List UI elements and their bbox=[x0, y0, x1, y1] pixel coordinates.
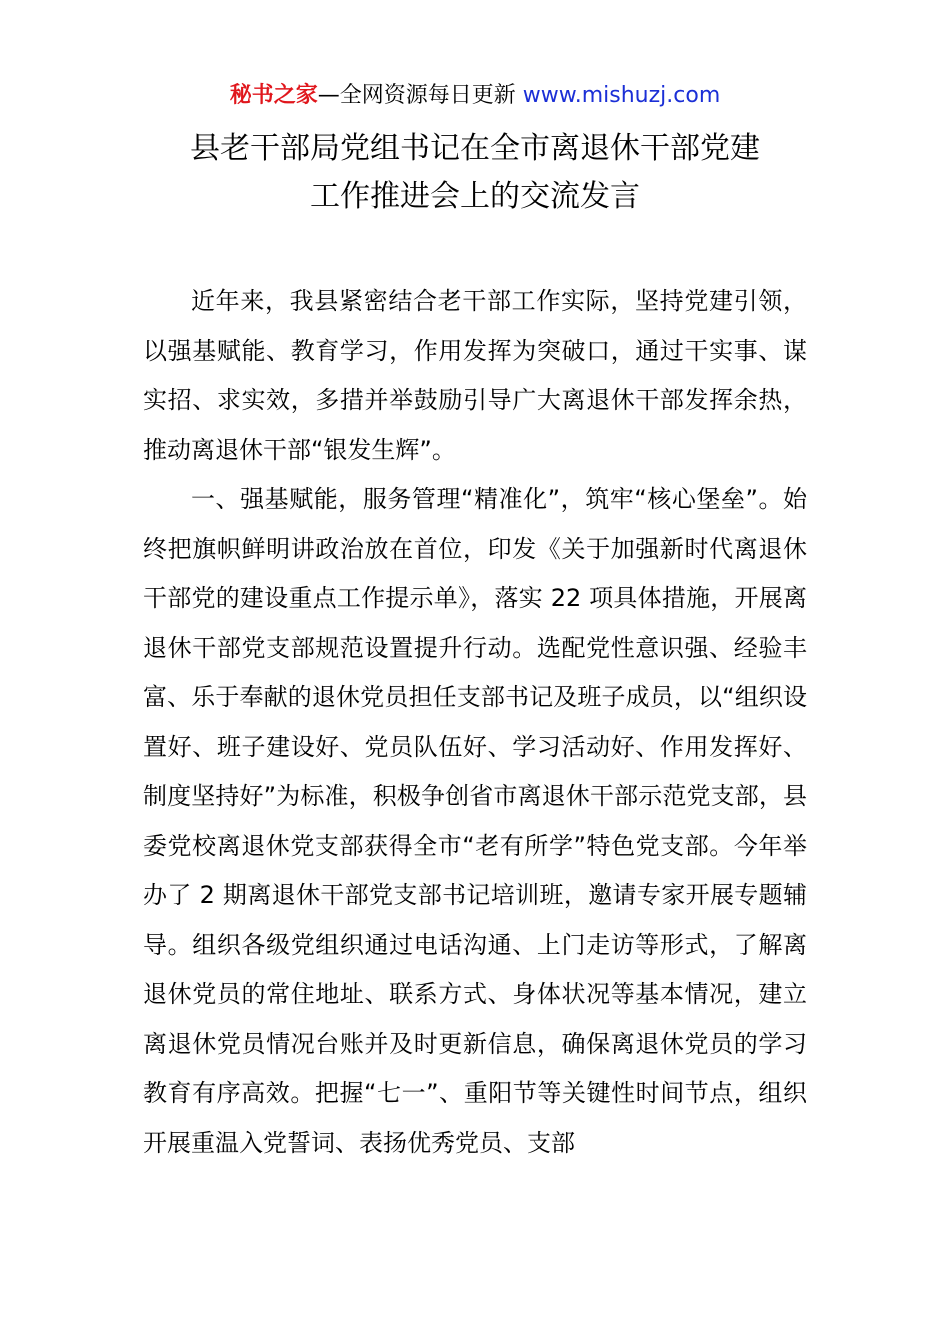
document-body bbox=[143, 277, 807, 1168]
paragraph-section-1: 一、强基赋能，服务管理“精准化”，筑牢“核心堡垒”。始终把旗帜鲜明讲政治放在首位，印发《关于加强新时代离退休干部党的建设重点工作提示单》，落实 22 项具体措施，开展离退休干部党支部规范设置提升行动。选配党性意识强、经验丰富、乐于奉献的退休党员担任支部书记及班子成员，以“组织设置好、班子建设好、党员队伍好、学习活动好、作用发挥好、制度坚持好”为标准，积极争创省市离退休干部示范党支部，县委党校离退休党支部获得全市“老有所学”特色党支部。今年举办了 2 期离退休干部党支部书记培训班，邀请专家开展专题辅导。组织各级党组织通过电话沟通、上门走访等形式，了解离退休党员的常住地址、联系方式、身体状况等基本情况，建立离退休党员情况台账并及时更新信息，确保离退休党员的学习教育有序高效。把握“七一”、重阳节等关键性时间节点，组织开展重温入党誓词、表扬优秀党员、支部 bbox=[143, 485, 807, 1157]
site-url-link[interactable]: www.mishuzj.com bbox=[522, 83, 721, 108]
site-slogan: —全网资源每日更新 bbox=[317, 83, 516, 108]
site-header bbox=[0, 80, 950, 112]
document-title-line-2: 工作推进会上的交流发言 bbox=[310, 179, 640, 214]
document-title-line-1: 县老干部局党组书记在全市离退休干部党建 bbox=[190, 131, 760, 166]
site-brand: 秘书之家 bbox=[229, 83, 318, 108]
paragraph-intro: 近年来，我县紧密结合老干部工作实际，坚持党建引领，以强基赋能、教育学习，作用发挥为突破口，通过干实事、谋实招、求实效，多措并举鼓励引导广大离退休干部发挥余热，推动离退休干部“银发生辉”。 bbox=[143, 287, 807, 464]
